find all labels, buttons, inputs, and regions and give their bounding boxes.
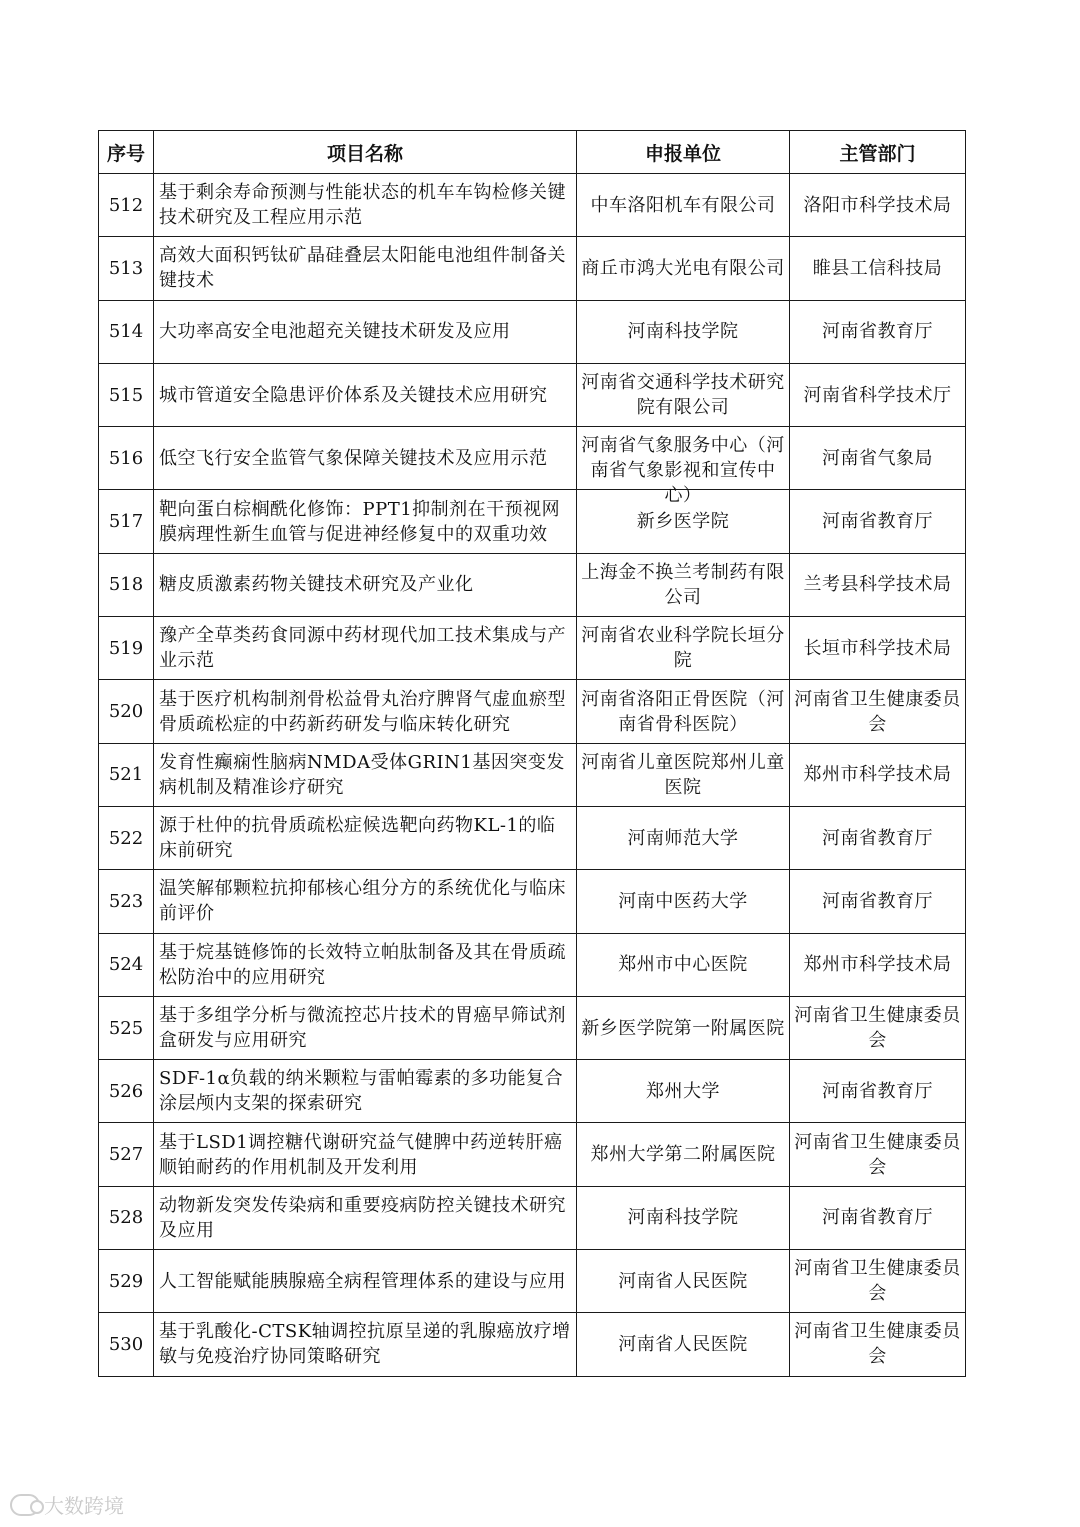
table-row — [99, 743, 966, 806]
cell-no — [99, 870, 154, 933]
table-row — [99, 1186, 966, 1249]
watermark-text: 大数跨境 — [44, 1494, 124, 1518]
cell-no-text: 512 — [108, 194, 144, 216]
cell-department — [790, 1313, 966, 1376]
watermark — [10, 1490, 124, 1519]
cell-no — [99, 1060, 154, 1123]
cell-department-text: 河南省教育厅 — [822, 1080, 933, 1102]
cell-project-name-text: 基于医疗机构制剂骨松益骨丸治疗脾肾气虚血瘀型骨质疏松症的中药新药研发与临床转化研究 — [159, 688, 566, 735]
cell-applicant-unit-text: 河南省洛阳正骨医院（河南省骨科医院） — [581, 688, 785, 735]
cell-no-text: 523 — [108, 890, 144, 912]
table-row — [99, 174, 966, 237]
table-row — [99, 427, 966, 490]
cell-department — [790, 490, 966, 553]
cell-applicant-unit — [577, 1250, 790, 1313]
cell-project-name — [154, 174, 577, 237]
cell-applicant-unit — [577, 806, 790, 869]
cell-department-text: 睢县工信科技局 — [812, 257, 943, 279]
cell-project-name-text: 高效大面积钙钛矿晶硅叠层太阳能电池组件制备关键技术 — [159, 245, 566, 292]
table-row — [99, 1250, 966, 1313]
cell-project-name — [154, 617, 577, 680]
cell-project-name — [154, 680, 577, 743]
table-row — [99, 933, 966, 996]
table-row — [99, 490, 966, 553]
cell-project-name-text: 基于LSD1调控糖代谢研究益气健脾中药逆转肝癌顺铂耐药的作用机制及开发利用 — [159, 1131, 563, 1178]
cell-applicant-unit — [577, 174, 790, 237]
project-table-container — [98, 130, 965, 1377]
cell-no-text: 528 — [108, 1207, 144, 1229]
cell-no — [99, 1186, 154, 1249]
cell-project-name-text: 城市管道安全隐患评价体系及关键技术应用研究 — [159, 384, 548, 406]
cell-no — [99, 1123, 154, 1186]
cell-department — [790, 1250, 966, 1313]
cell-project-name — [154, 1186, 577, 1249]
cell-project-name — [154, 300, 577, 363]
table-row — [99, 237, 966, 300]
table-row — [99, 680, 966, 743]
cell-no-text: 515 — [108, 384, 144, 406]
cell-department — [790, 1123, 966, 1186]
cell-no-text: 525 — [108, 1017, 144, 1039]
cell-applicant-unit — [577, 680, 790, 743]
cell-applicant-unit — [577, 996, 790, 1059]
cell-applicant-unit-text: 河南省人民医院 — [618, 1270, 748, 1292]
cell-department-text: 河南省气象局 — [822, 447, 933, 469]
cell-applicant-unit — [577, 1060, 790, 1123]
cell-project-name-text: 基于乳酸化-CTSK轴调控抗原呈递的乳腺癌放疗增敏与免疫治疗协同策略研究 — [159, 1321, 571, 1368]
table-row — [99, 617, 966, 680]
cell-no — [99, 300, 154, 363]
cell-department — [790, 933, 966, 996]
cell-department — [790, 870, 966, 933]
cell-project-name — [154, 490, 577, 553]
cell-applicant-unit — [577, 743, 790, 806]
cell-department-text: 河南省科学技术厅 — [803, 384, 952, 406]
cell-department-text: 洛阳市科学技术局 — [803, 194, 952, 216]
cell-project-name-text: 豫产全草类药食同源中药材现代加工技术集成与产业示范 — [159, 625, 566, 672]
cell-project-name-text: 源于杜仲的抗骨质疏松症候选靶向药物KL-1的临床前研究 — [159, 815, 556, 862]
cell-no — [99, 743, 154, 806]
cell-project-name — [154, 1123, 577, 1186]
cell-no-text: 527 — [108, 1144, 144, 1166]
cell-project-name-text: 动物新发突发传染病和重要疫病防控关键技术研究及应用 — [159, 1194, 566, 1241]
cell-department-text: 河南省卫生健康委员会 — [794, 688, 961, 735]
cell-department — [790, 617, 966, 680]
cell-applicant-unit — [577, 617, 790, 680]
cell-no-text: 513 — [108, 257, 144, 279]
cell-project-name — [154, 363, 577, 426]
cell-no-text: 518 — [108, 574, 144, 596]
header-unit: 申报单位 — [577, 131, 790, 174]
cell-project-name-text: 基于多组学分析与微流控芯片技术的胃癌早筛试剂盒研发与应用研究 — [159, 1005, 566, 1051]
cell-project-name-text: 糖皮质激素药物关键技术研究及产业化 — [159, 574, 474, 596]
cell-applicant-unit-text: 河南中医药大学 — [618, 890, 748, 912]
cell-project-name — [154, 870, 577, 933]
cell-no-text: 519 — [108, 637, 144, 659]
cell-project-name-text: 温笑解郁颗粒抗抑郁核心组分方的系统优化与临床前评价 — [159, 878, 566, 925]
cell-applicant-unit-text: 河南省农业科学院长垣分院 — [581, 625, 785, 672]
table-header-row — [99, 131, 966, 174]
cell-department — [790, 237, 966, 300]
header-name: 项目名称 — [154, 131, 577, 174]
cell-no-text: 517 — [108, 511, 144, 533]
cell-no-text: 521 — [108, 764, 144, 786]
cell-department-text: 长垣市科学技术局 — [803, 637, 952, 659]
cell-project-name-text: 大功率高安全电池超充关键技术研发及应用 — [159, 321, 511, 343]
cell-applicant-unit-text: 河南省交通科学技术研究院有限公司 — [581, 372, 785, 419]
cell-no-text: 529 — [108, 1270, 144, 1292]
cell-applicant-unit-text: 河南科技学院 — [627, 1207, 739, 1229]
table-row — [99, 1123, 966, 1186]
table-row — [99, 300, 966, 363]
cell-department-text: 郑州市科学技术局 — [803, 764, 952, 786]
cell-applicant-unit — [577, 363, 790, 426]
cell-applicant-unit — [577, 237, 790, 300]
header-dept: 主管部门 — [790, 131, 966, 174]
cell-no — [99, 996, 154, 1059]
cell-department-text: 河南省教育厅 — [822, 890, 933, 912]
cell-no — [99, 174, 154, 237]
cell-applicant-unit-text: 商丘市鸿大光电有限公司 — [581, 257, 785, 279]
table-row — [99, 363, 966, 426]
cell-applicant-unit-text: 郑州大学第二附属医院 — [590, 1144, 776, 1166]
table-row — [99, 553, 966, 616]
cell-no-text: 522 — [108, 827, 144, 849]
cell-department-text: 河南省卫生健康委员会 — [794, 1321, 961, 1368]
cell-no — [99, 427, 154, 490]
cell-department — [790, 806, 966, 869]
cell-department-text: 河南省教育厅 — [822, 827, 933, 849]
cell-project-name — [154, 1313, 577, 1376]
cell-no-text: 524 — [108, 954, 144, 976]
cell-project-name-text: SDF-1α负载的纳米颗粒与雷帕霉素的多功能复合涂层颅内支架的探索研究 — [159, 1068, 564, 1115]
cell-project-name — [154, 1060, 577, 1123]
cell-applicant-unit-text: 中车洛阳机车有限公司 — [590, 194, 776, 216]
cell-applicant-unit — [577, 1123, 790, 1186]
cell-project-name-text: 人工智能赋能胰腺癌全病程管理体系的建设与应用 — [159, 1270, 566, 1292]
cell-applicant-unit — [577, 1313, 790, 1376]
cell-project-name-text: 基于烷基链修饰的长效特立帕肽制备及其在骨质疏松防治中的应用研究 — [159, 941, 566, 988]
cell-department — [790, 363, 966, 426]
cell-project-name — [154, 996, 577, 1059]
cell-project-name — [154, 1250, 577, 1313]
cell-no — [99, 490, 154, 553]
cell-applicant-unit-text: 河南省气象服务中心（河南省气象影视和宣传中心） — [581, 435, 785, 507]
cell-no — [99, 553, 154, 616]
cell-applicant-unit-text: 新乡医学院 — [636, 511, 730, 533]
cell-project-name — [154, 933, 577, 996]
table-row — [99, 1060, 966, 1123]
cell-applicant-unit — [577, 1186, 790, 1249]
cell-project-name-text: 靶向蛋白棕榈酰化修饰：PPT1抑制剂在干预视网膜病理性新生血管与促进神经修复中的双重功效 — [159, 498, 561, 545]
cell-applicant-unit — [577, 427, 790, 507]
table-row — [99, 806, 966, 869]
cell-applicant-unit-text: 河南科技学院 — [627, 321, 739, 343]
cell-department — [790, 300, 966, 363]
cell-no-text: 526 — [108, 1080, 144, 1102]
cell-department-text: 郑州市科学技术局 — [803, 954, 952, 976]
cell-no — [99, 1313, 154, 1376]
cell-department-text: 河南省卫生健康委员会 — [794, 1005, 961, 1051]
cell-applicant-unit-text: 郑州大学 — [646, 1080, 720, 1102]
header-no: 序号 — [99, 131, 154, 174]
cell-project-name — [154, 427, 577, 490]
cell-applicant-unit — [577, 870, 790, 933]
cell-project-name — [154, 237, 577, 300]
table-row — [99, 1313, 966, 1376]
cell-department-text: 河南省卫生健康委员会 — [794, 1258, 961, 1305]
cell-project-name — [154, 743, 577, 806]
cell-applicant-unit-text: 上海金不换兰考制药有限公司 — [581, 561, 785, 608]
cell-department-text: 河南省教育厅 — [822, 1207, 933, 1229]
cell-department-text: 河南省教育厅 — [822, 321, 933, 343]
cell-department — [790, 427, 966, 490]
cell-department-text: 河南省教育厅 — [822, 511, 933, 533]
cell-applicant-unit-text: 河南省人民医院 — [618, 1333, 748, 1355]
table-row — [99, 870, 966, 933]
cell-department — [790, 1060, 966, 1123]
cell-applicant-unit-text: 新乡医学院第一附属医院 — [581, 1017, 785, 1039]
cell-project-name — [154, 553, 577, 616]
cell-project-name — [154, 806, 577, 869]
cell-no — [99, 617, 154, 680]
cell-applicant-unit-text: 郑州市中心医院 — [618, 954, 748, 976]
cell-no-text: 516 — [108, 447, 144, 469]
cell-project-name-text: 基于剩余寿命预测与性能状态的机车车钩检修关键技术研究及工程应用示范 — [159, 182, 566, 229]
cell-applicant-unit — [577, 300, 790, 363]
cell-applicant-unit-text: 河南师范大学 — [627, 827, 739, 849]
cell-no-text: 530 — [108, 1333, 144, 1355]
table-row — [99, 996, 966, 1059]
cell-no — [99, 363, 154, 426]
cell-department — [790, 1186, 966, 1249]
project-table — [98, 130, 966, 1377]
cell-department — [790, 553, 966, 616]
cell-department — [790, 743, 966, 806]
cell-applicant-unit-text: 河南省儿童医院郑州儿童医院 — [581, 751, 785, 798]
cell-department — [790, 680, 966, 743]
cell-no — [99, 237, 154, 300]
cell-applicant-unit — [577, 553, 790, 616]
cell-no-text: 520 — [108, 701, 144, 723]
brand-logo-icon — [10, 1494, 40, 1516]
cell-department — [790, 174, 966, 237]
cell-applicant-unit — [577, 933, 790, 996]
cell-no — [99, 933, 154, 996]
cell-department-text: 河南省卫生健康委员会 — [794, 1131, 961, 1178]
cell-project-name-text: 发育性癫痫性脑病NMDA受体GRIN1基因突变发病机制及精准诊疗研究 — [159, 751, 565, 798]
cell-no-text: 514 — [108, 321, 144, 343]
cell-department-text: 兰考县科学技术局 — [803, 574, 952, 596]
cell-no — [99, 1250, 154, 1313]
cell-project-name-text: 低空飞行安全监管气象保障关键技术及应用示范 — [159, 447, 548, 469]
cell-no — [99, 806, 154, 869]
cell-department — [790, 996, 966, 1059]
cell-no — [99, 680, 154, 743]
